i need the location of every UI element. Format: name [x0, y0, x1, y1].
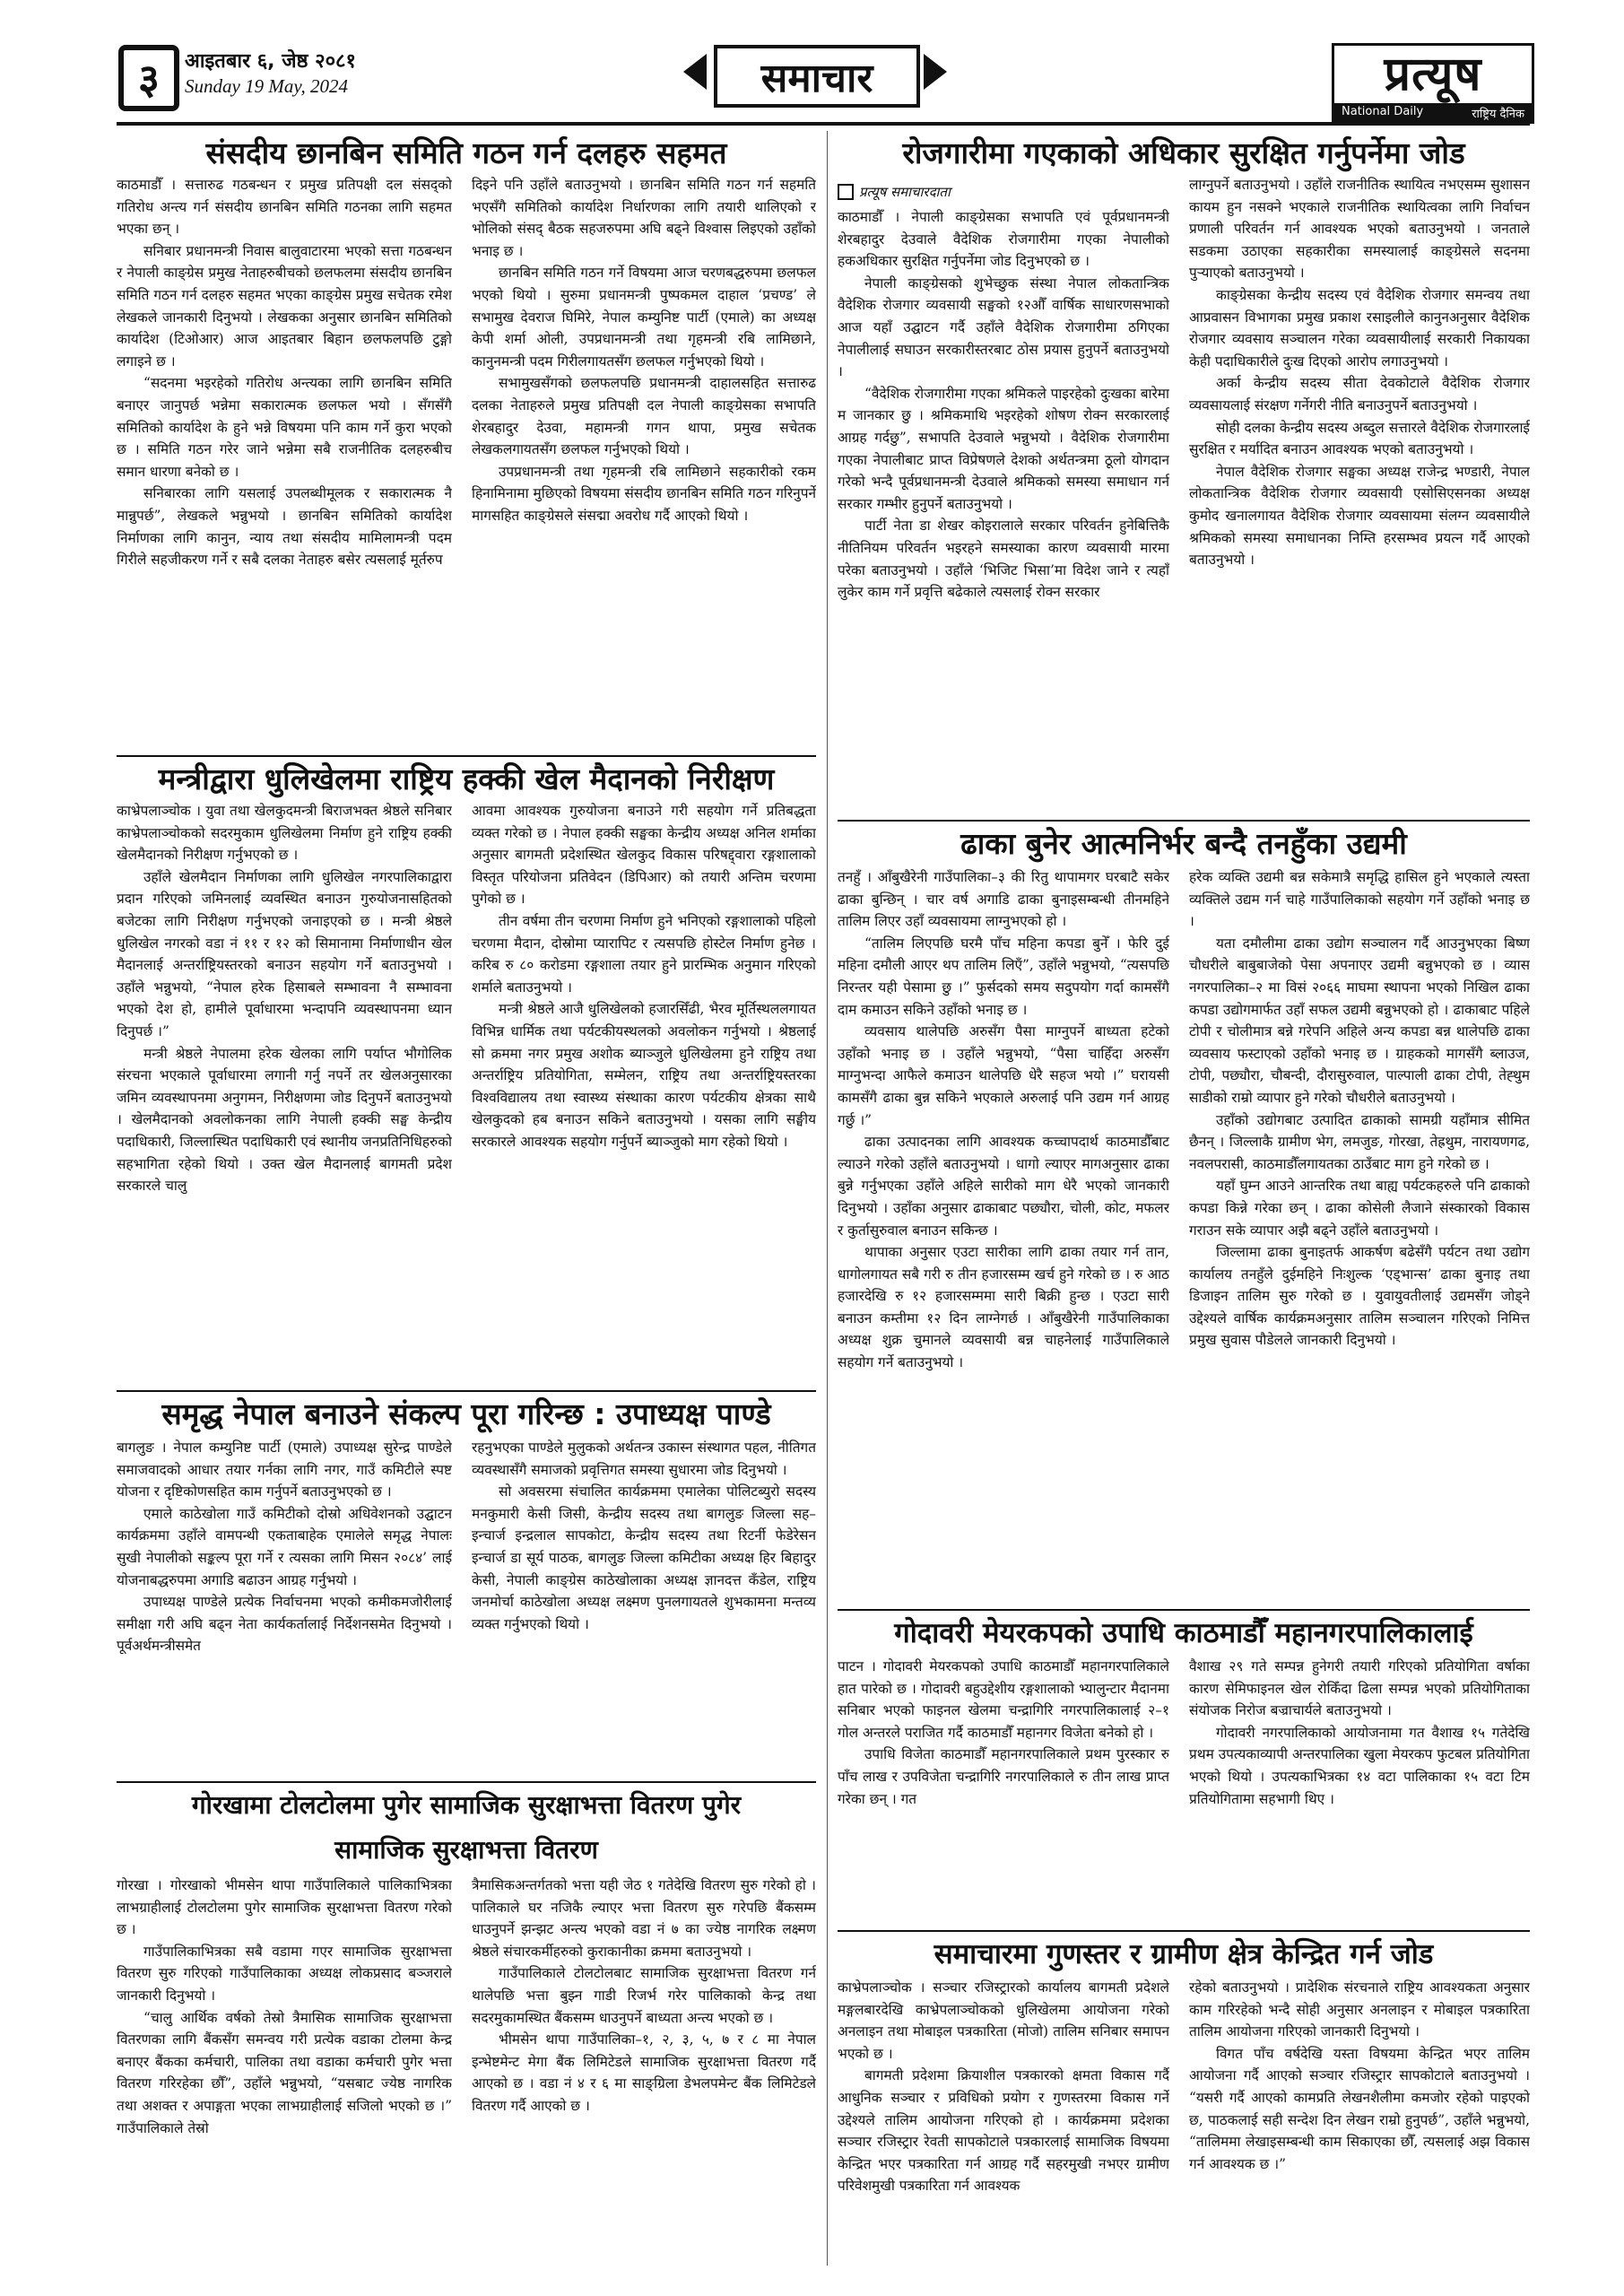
paragraph: सनिबारका लागि यसलाई उपलब्धीमूलक र सकारात्मक नै मान्नुपर्छ”, लेखकले भन्नुभयो । छानबिन समितिको कार्यादेश निर्माणका लागि कानुन, न्याय तथा संसदीय मामिलामन्त्री पदम गिरीले सहजीकरण गर्ने र सबै दलका नेताहरु बसेर त्यसलाई मूर्तरुप: [117, 485, 452, 569]
paragraph: दिइने पनि उहाँले बताउनुभयो । छानबिन समिति गठन गर्न सहमति भएसँगै समितिको कार्यादेश निर्धारणका लागि तयारी थालिएको र भोलिको संसद् बैठक सहजरुपमा अघि बढ्ने विश्वास लिइएको उहाँको भनाइ छ ।: [472, 177, 816, 259]
paragraph: काभ्रेपलाञ्चोक । युवा तथा खेलकुदमन्त्री बिराजभक्त श्रेष्ठले सनिबार काभ्रेपलाञ्चोकको सदरमुकाम धुलिखेलमा निर्माण हुने राष्ट्रिय हक्की खेलमैदानको निरीक्षण गर्नुभएको छ ।: [117, 803, 452, 864]
article-8-col-2: [1189, 1977, 1530, 2258]
paragraph: “चालु आर्थिक वर्षको तेस्रो त्रैमासिक सामाजिक सुरक्षाभत्ता वितरणका लागि बैंकसँग समन्वय गरी प्रत्येक वडाका टोलमा केन्द्र बनाएर बैंकका कर्मचारी, पालिका तथा वडाका कर्मचारी पुगेर भत्ता वितरण गरिरहेका छौँ”, उहाँले भन्नुभयो, “यसबाट ज्येष्ठ नागरिक तथा अशक्त र अपाङ्गता भएका लाभग्राहीलाई सजिलो भएको छ ।” गाउँपालिकाले तेस्रो: [117, 2009, 452, 2136]
section-arrow-right-icon: [924, 54, 947, 90]
byline: [838, 183, 951, 201]
paragraph: यता दमौलीमा ढाका उद्योग सञ्चालन गर्दै आउनुभएका बिष्ण चौधरीले बाबुबाजेको पेसा अपनाएर उद्यमी बन्नुभएको छ । व्यास नगरपालिका–२ मा विसं २०६६ माघमा स्थापना भएको निखिल ढाका कपडा उद्योगमार्फत उहाँ सफल उद्यमी बन्नुभएको हो । ढाकाबाट पहिले टोपी र चोलीमात्र बन्ने गरेपनि अहिले अन्य कपडा बन्न थालेपछि ढाका व्यवसाय फस्टाएको उहाँको भनाइ छ । ग्राहकको मागसँगै ब्लाउज, टोपी, पछ्यौरा, चौबन्दी, दौरासुरुवाल, पाल्पाली ढाका टोपी, तेह्थुम साडीको राम्रो व्यापार हुने गरेको चौधरीले बताउनुभयो ।: [1189, 935, 1530, 1106]
article-1-col-1: [117, 174, 452, 750]
paragraph: तीन वर्षमा तीन चरणमा निर्माण हुने भनिएको रङ्गशालाको पहिलो चरणमा मैदान, दोस्रोमा प्यारापिट र त्यसपछि होस्टेल निर्माण हुनेछ । करिब रु ८० करोडमा रङ्गशाला तयार हुने प्रारम्भिक अनुमान गरिएको शर्माले बताउनुभयो ।: [472, 912, 816, 996]
paragraph: विगत पाँच वर्षदेखि यस्ता विषयमा केन्द्रित भएर तालिम आयोजना गर्दै आएको सञ्चार रजिस्ट्रार सापकोटाले बताउनुभयो । “यसरी गर्दै आएको कामप्रति लेखनशैलीमा कमजोर रहेको पाइएको छ, पाठकलाई सही सन्देश दिन लेखन राम्रो हुनुपर्छ”, उहाँले भन्नुभयो, “तालिममा लेखाइसम्बन्धी काम सिकाएका छौँ, त्यसलाई अझ विकास गर्न आवश्यक छ ।”: [1189, 2045, 1530, 2172]
headline-2: रोजगारीमा गएकाको अधिकार सुरक्षित गर्नुपर्नेमा जोड: [902, 135, 1465, 170]
article-3-col-2: [472, 800, 816, 1385]
paragraph: एमाले काठेखोला गाउँ कमिटीको दोस्रो अधिवेशनको उद्घाटन कार्यक्रममा उहाँले वामपन्थी एकताबाहेक एमालेले समृद्ध नेपालः सुखी नेपालीको सङ्कल्प पूरा गर्ने र त्यसका लागि मिसन २०८४’ लाई योजनाबद्धरुपमा अगाडि बढाउन आग्रह गर्नुभयो ।: [117, 1505, 452, 1588]
article-5-col-1: [117, 1437, 452, 1776]
paragraph: काभ्रेपलाञ्चोक । सञ्चार रजिस्ट्रारको कार्यालय बागमती प्रदेशले मङ्गलबारदेखि काभ्रेपलाञ्चोकको धुलिखेलमा आयोजना गरेको अनलाइन तथा मोबाइल पत्रकारिता (मोजो) तालिम सनिबार समापन भएको छ ।: [838, 1979, 1169, 2062]
article-7-col-2: [472, 1874, 816, 2255]
article-divider: [117, 1781, 816, 1783]
article-divider: [117, 755, 816, 757]
paragraph: उहाँले खेलमैदान निर्माणका लागि धुलिखेल नगरपालिकाद्वारा प्रदान गरिएको जमिनलाई व्यवस्थित बनाउन गुरुयोजनासहितको बजेटका लागि निरीक्षण गर्नुभएको जनाइएको छ । मन्त्री श्रेष्ठले धुलिखेल नगरको वडा नं ११ र १२ को सिमानामा निर्माणाधीन खेल मैदानलाई अन्तर्राष्ट्रियस्तरको बनाउन सहयोग गर्ने बताउनुभयो । उहाँले भन्नुभयो, “नेपाल हरेक हिसाबले सम्भावना नै सम्भावना भएको देश हो, हामीले पूर्वाधारमा भन्दापनि व्यवस्थापनमा ध्यान दिनुपर्छ ।”: [117, 868, 452, 1039]
paragraph: “वैदेशिक रोजगारीमा गएका श्रमिकले पाइरहेको दुःखका बारेमा म जानकार छु । श्रमिकमाथि भइरहेको शोषण रोक्न सरकारलाई आग्रह गर्दछु”, सभापति देउवाले भन्नुभयो । वैदेशिक रोजगारीमा गएका नेपालीबाट प्राप्त विप्रेषणले देशको अर्थतन्त्रमा ठूलो योगदान गरेको भन्दै पूर्वप्रधानमन्त्री देउवाले श्रमिकको समस्या समाधान गर्न सरकार गम्भीर हुनुपर्ने बताउनुभयो ।: [838, 385, 1169, 512]
date-english: Sunday 19 May, 2024: [185, 75, 348, 97]
logo-wordmark: प्रत्यूष: [1384, 48, 1482, 101]
article-2-col-2: [1189, 174, 1530, 814]
article-divider: [838, 1609, 1530, 1611]
paragraph: आवमा आवश्यक गुरुयोजना बनाउने गरी सहयोग गर्ने प्रतिबद्धता व्यक्त गरेको छ । नेपाल हक्की सङ्घका केन्द्रीय अध्यक्ष अनिल शर्माका अनुसार बागमती प्रदेशस्थित खेलकुद विकास परिषद्द्वारा रङ्गशालाको विस्तृत परियोजना प्रतिवेदन (डिपिआर) को तयारी अन्तिम चरणमा पुगेको छ ।: [472, 803, 816, 908]
date-nepali: आइतबार ६, जेष्ठ २०८१: [185, 50, 356, 73]
paragraph: उहाँको उद्योगबाट उत्पादित ढाकाको सामग्री यहाँमात्र सीमित छैनन् । जिल्लाकै ग्रामीण भेग, लमजुङ, गोरखा, तेह्रथुम, नारायणगढ, नवलपरासी, काठमाडौँलगायतका ठाउँबाट माग हुने गरेको छ ।: [1189, 1111, 1530, 1172]
paragraph: थापाका अनुसार एउटा सारीका लागि ढाका तयार गर्न तान, धागोलगायत सबै गरी रु तीन हजारसम्म खर्च हुने गरेको छ । रु आठ हजारदेखि रु १२ हजारसम्ममा सारी बिक्री हुन्छ । एउटा सारी बनाउन कम्तीमा १२ दिन लाग्नेगर्छ । आँबुखैरेनी गाउँपालिकाका अध्यक्ष शुक्र चुमानले व्यवसायी बन्न चाहनेलाई गाउँपालिकाले सहयोग गर्ने बताउनुभयो ।: [838, 1244, 1169, 1371]
paragraph: उपाध्यक्ष पाण्डेले प्रत्येक निर्वाचनमा भएको कमीकमजोरीलाई समीक्षा गरी अघि बढ्न नेता कार्यकर्तालाई निर्देशनसमेत दिनुभयो । पूर्वअर्थमन्त्रीसमेत: [117, 1594, 452, 1655]
paragraph: छानबिन समिति गठन गर्ने विषयमा आज चरणबद्धरुपमा छलफल भएको थियो । सुरुमा प्रधानमन्त्री पुष्पकमल दाहाल ‘प्रचण्ड’ ले सभामुख देवराज घिमिरे, नेपाल कम्युनिष्ट पार्टी (एमाले) का अध्यक्ष केपी शर्मा ओली, उपप्रधानमन्त्री तथा गृहमन्त्री रबि लामिछाने, कानुनमन्त्री पदम गिरीलगायतसँग छलफल गर्नुभएको थियो ।: [472, 265, 816, 370]
paragraph: सभामुखसँगको छलफलपछि प्रधानमन्त्री दाहालसहित सत्तारुढ दलका नेताहरुले प्रमुख प्रतिपक्षी दल नेपाली काङ्ग्रेसका सभापति शेरबहादुर देउवा, महामन्त्री गगन थापा, प्रमुख सचेतक लेखकलगायतसँग छलफल गर्नुभएको थियो ।: [472, 375, 816, 458]
paragraph: काठमाडौँ । नेपाली काङ्ग्रेसका सभापति एवं पूर्वप्रधानमन्त्री शेरबहादुर देउवाले वैदेशिक रोजगारीमा गएका नेपालीको हकअधिकार सुरक्षित गर्नुपर्नेमा जोड दिनुभएको छ ।: [838, 209, 1169, 270]
paragraph: रहेको बताउनुभयो । प्रादेशिक संरचनाले राष्ट्रिय आवश्यकता अनुसार काम गरिरहेको भन्दै सोही अनुसार अनलाइन र मोबाइल पत्रकारिता तालिम आयोजना गरिएको जानकारी दिनुभयो ।: [1189, 1979, 1530, 2040]
paragraph: उपाधि विजेता काठमाडौँ महानगरपालिकाले प्रथम पुरस्कार रु पाँच लाख र उपविजेता चन्द्रागिरि नगरपालिकाले रु तीन लाख प्राप्त गरेका छन् । गत: [838, 1746, 1169, 1807]
article-7-col-1: [117, 1874, 452, 2255]
article-6-col-2: [1189, 1656, 1530, 1925]
headline-8: समाचारमा गुणस्तर र ग्रामीण क्षेत्र केन्द्रित गर्न जोड: [934, 1938, 1434, 1970]
section-arrow-left-icon: [683, 54, 707, 90]
paragraph: हरेक व्यक्ति उद्यमी बन्न सकेमात्रै समृद्धि हासिल हुने भएकाले त्यस्ता व्यक्तिले उद्यम गर्न चाहे गाउँपालिकाको सहयोग गर्ने उहाँको भनाइ छ ।: [1189, 869, 1530, 930]
section-banner: समाचार: [714, 45, 920, 108]
byline-box-icon: [838, 184, 854, 200]
headline-7-line-2: सामाजिक सुरक्षाभत्ता वितरण: [334, 1835, 598, 1865]
article-1-col-2: [472, 174, 816, 750]
paragraph: अर्का केन्द्रीय सदस्य सीता देवकोटाले वैदेशिक रोजगार व्यवसायलाई संरक्षण गर्नेगरी नीति बनाउनुपर्ने बताउनुभयो ।: [1189, 375, 1530, 413]
article-8-col-1: [838, 1977, 1169, 2258]
paragraph: भीमसेन थापा गाउँपालिका–१, २, ३, ५, ७ र ८ मा नेपाल इन्भेष्टमेन्ट मेगा बैंक लिमिटेडले सामाजिक सुरक्षाभत्ता वितरण गर्दै आएको छ । वडा नं ४ र ६ मा साङ्ग्रिला डेभलपमेन्ट बैंक लिमिटेडले वितरण गर्दै आएको छ ।: [472, 2031, 816, 2114]
paragraph: तनहुँ । आँबुखैरेनी गाउँपालिका–३ की रितु थापामगर घरबाटै सकेर ढाका बुन्छिन् । चार वर्ष अगाडि ढाका बुनाइसम्बन्धी तीनमहिने तालिम लिएर उहाँ व्यवसायमा लाग्नुभएको हो ।: [838, 869, 1169, 930]
paragraph: रहनुभएका पाण्डेले मुलुकको अर्थतन्त्र उकास्न संस्थागत पहल, नीतिगत व्यवस्थासँगै समाजको प्रवृत्तिगत समस्या सुधारमा जोड दिनुभयो ।: [472, 1439, 816, 1478]
paragraph: सनिबार प्रधानमन्त्री निवास बालुवाटारमा भएको सत्ता गठबन्धन र नेपाली काङ्ग्रेस प्रमुख नेताहरुबीचको छलफलमा संसदीय छानबिन समिति गठन गर्न दलहरु सहमत भएका काङ्ग्रेस प्रमुख सचेतक रमेश लेखकले जानकारी दिनुभयो । लेखकका अनुसार छानबिन समितिको कार्यादेश (टिओआर) आज आइतबार बिहान छलफलपछि टुङ्गो लगाइने छ ।: [117, 242, 452, 370]
paragraph: पार्टी नेता डा शेखर कोइरालाले सरकार परिवर्तन हुनेबित्तिकै नीतिनियम परिवर्तन भइरहने समस्याका कारण व्यवसायी मारमा परेका बताउनुभयो । उहाँले ‘भिजिट भिसा’मा विदेश जाने र त्यहाँ लुकेर काम गर्ने प्रवृत्ति बढेकाले त्यसलाई रोक्न सरकार: [838, 517, 1169, 601]
article-divider: [838, 1930, 1530, 1932]
paragraph: सो अवसरमा संचालित कार्यक्रममा एमालेका पोलिटब्युरो सदस्य मनकुमारी केसी जिसी, केन्द्रीय सदस्य तथा बागलुङ जिल्ला सह–इन्चार्ज इन्द्रलाल सापकोटा, केन्द्रीय सदस्य तथा रिटर्नी फेडेरेसन इन्चार्ज डा सूर्य पाठक, बागलुङ जिल्ला कमिटीका अध्यक्ष हिर बिहादुर केसी, नेपाली काङ्ग्रेस काठेखोलाका अध्यक्ष ज्ञानदत्त कँडेल, राष्ट्रिय जनमोर्चा काठेखोला अध्यक्ष लक्ष्मण पुनलगायतले शुभकामना मन्तव्य व्यक्त गर्नुभएको थियो ।: [472, 1483, 816, 1632]
paragraph: नेपाली काङ्ग्रेसको शुभेच्छुक संस्था नेपाल लोकतान्त्रिक वैदेशिक रोजगार व्यवसायी सङ्घको १२औँ वार्षिक साधारणसभाको आज यहाँ उद्घाटन गर्दै उहाँले वैदेशिक रोजगारीमा ठगिएका नेपालीलाई सघाउन सरकारीस्तरबाट ठोस प्रयास हुनुपर्ने बताउनुभयो ।: [838, 274, 1169, 380]
paragraph: गोदावरी नगरपालिकाको आयोजनामा गत वैशाख १५ गतेदेखि प्रथम उपत्यकाव्यापी अन्तरपालिका खुला मेयरकप फुटबल प्रतियोगिता भएको थियो । उपत्यकाभित्रका १४ वटा पालिकाका १५ वटा टिम प्रतियोगितामा सहभागी थिए ।: [1189, 1724, 1530, 1807]
paragraph: काङ्ग्रेसका केन्द्रीय सदस्य एवं वैदेशिक रोजगार समन्वय तथा आप्रवासन विभागका प्रमुख प्रकाश रसाइलीले कानुनअनुसार वैदेशिक रोजगार व्यवसाय सञ्चालन गरेका व्यवसायीलाई सरकारी निकायका केही पदाधिकारीले दुःख दिएको आरोप लगाउनुभयो ।: [1189, 286, 1530, 370]
paragraph: जिल्लामा ढाका बुनाइतर्फ आकर्षण बढेसँगै पर्यटन तथा उद्योग कार्यालय तनहुँले दुईमहिने निःशुल्क ‘एड्भान्स’ ढाका बुनाइ तथा डिजाइन तालिम सुरु गरेको छ । युवायुवतीलाई उद्यमसँग जोड्ने उद्देश्यले वार्षिक कार्यक्रमअनुसार तालिम सञ्चालन गरिएको निमित्त प्रमुख सुवास पौडेलले जानकारी दिनुभयो ।: [1189, 1244, 1530, 1349]
paragraph: वैशाख २९ गते सम्पन्न हुनेगरी तयारी गरिएको प्रतियोगिता वर्षाका कारण सेमिफाइनल खेल रोकिँदा ढिला सम्पन्न भएको प्रतियोगिताका संयोजक निरोज बज्राचार्यले बताउनुभयो ।: [1189, 1658, 1530, 1719]
article-divider: [117, 1390, 816, 1392]
article-divider: [838, 820, 1530, 822]
article-3-col-1: [117, 800, 452, 1385]
byline-text: प्रत्यूष समाचारदाता: [859, 184, 951, 200]
article-6-col-1: [838, 1656, 1169, 1925]
paragraph: मन्त्री श्रेष्ठले आजै धुलिखेलको हजारसिँढी, भैरव मूर्तिस्थललगायत विभिन्न धार्मिक तथा पर्यटकीयस्थलको अवलोकन गर्नुभयो । श्रेष्ठलाई सो क्रममा नगर प्रमुख अशोक ब्याञ्जुले धुलिखेलमा हुने राष्ट्रिय तथा अन्तर्राष्ट्रिय प्रतियोगिता, सम्मेलन, राष्ट्रिय तथा अन्तर्राष्ट्रियस्तरका विश्वविद्यालय तथा स्वास्थ्य संस्थाका कारण पर्यटकीय क्षेत्रका साथै खेलकुदको हब बनाउन सकिने बताउनुभयो । यसका लागि सङ्घीय सरकारले आवश्यक सहयोग गर्नुपर्ने ब्याञ्जुको माग रहेको थियो ।: [472, 1001, 816, 1150]
article-4-col-1: [838, 866, 1169, 1604]
paragraph: मन्त्री श्रेष्ठले नेपालमा हरेक खेलका लागि पर्याप्त भौगोलिक संरचना भएकाले पूर्वाधारमा लगानी गर्नु नपर्ने तर खेलअनुसारका जमिन व्यवस्थापनमा अनुगमन, निरीक्षणमा जोड दिनुपर्ने बताउनुभयो । खेलमैदानको अवलोकनका लागि नेपाली हक्की सङ्घ केन्द्रीय पदाधिकारी, जिल्लास्थित पदाधिकारी एवं स्थानीय जनप्रतिनिधिहरुको सहभागिता रहेको थियो । उक्त खेल मैदानलाई बागमती प्रदेश सरकारले चालु: [117, 1045, 452, 1195]
article-2-col-1: [838, 206, 1169, 814]
article-4-col-2: [1189, 866, 1530, 1604]
paragraph: “सदनमा भइरहेको गतिरोध अन्त्यका लागि छानबिन समिति बनाएर जानुपर्छ भन्नेमा सकारात्मक छलफल भयो । सँगसँगै समितिको कार्यादेश के हुने भन्ने विषयमा पनि काम गर्ने कुरा भएको छ । समिति गठन गरेर जाने भन्नेमा सबै राजनीतिक दलहरुबीच समान धारणा बनेको छ ।: [117, 375, 452, 480]
paragraph: उपप्रधानमन्त्री तथा गृहमन्त्री रबि लामिछाने सहकारीको रकम हिनामिनामा मुछिएको विषयमा संसदीय छानबिन समिति गठन गरिनुपर्ने मागसहित काङ्ग्रेसले संसद्मा अवरोध गर्दै आएको थियो ।: [472, 463, 816, 524]
paragraph: ढाका उत्पादनका लागि आवश्यक कच्चापदार्थ काठमाडौँबाट ल्याउने गरेको उहाँले बताउनुभयो । धागो ल्याएर मागअनुसार ढाका बुन्ने गर्नुभएका उहाँले अहिले सारीको माग धेरै भएको जानकारी दिनुभयो । उहाँका अनुसार ढाकाबाट पछ्यौरा, चोली, कोट, मफलर र कुर्तासुरुवाल बनाउन सकिन्छ ।: [838, 1134, 1169, 1239]
headline-5: समृद्ध नेपाल बनाउने संकल्प पूरा गरिन्छ : उपाध्यक्ष पाण्डे: [161, 1396, 771, 1431]
paragraph: यहाँ घुम्न आउने आन्तरिक तथा बाह्य पर्यटकहरुले पनि ढाकाको कपडा किन्ने गरेका छन् । ढाका कोसेली लैजाने संस्कारको विकास गराउन सके व्यापार अझै बढ्ने उहाँले बताउनुभयो ।: [1189, 1178, 1530, 1239]
headline-1: संसदीय छानबिन समिति गठन गर्न दलहरु सहमत: [205, 135, 727, 170]
paragraph: “तालिम लिएपछि घरमै पाँच महिना कपडा बुनेँ । फेरि दुई महिना दमौली आएर थप तालिम लिएँ”, उहाँले भन्नुभयो, “त्यसपछि निरन्तर यही पेसामा छु ।” फुर्सदको समय सदुपयोग गर्दा कामसँगै दाम कमाउन सकिने उहाँको भनाइ छ ।: [838, 935, 1169, 1018]
paragraph: पाटन । गोदावरी मेयरकपको उपाधि काठमाडौँ महानगरपालिकाले हात पारेको छ । गोदावरी बहुउद्देशीय रङ्गशालाको भ्यालुन्टार मैदानमा सनिबार भएको फाइनल खेलमा चन्द्रागिरि नगरपालिकालाई २–१ गोल अन्तरले पराजित गर्दै काठमाडौँ महानगर विजेता बनेको हो ।: [838, 1658, 1169, 1741]
paragraph: त्रैमासिकअन्तर्गतको भत्ता यही जेठ १ गतेदेखि वितरण सुरु गरेको हो । पालिकाले घर नजिकै ल्याएर भत्ता वितरण सुरु गरेपछि बैंकसम्म धाउनुपर्ने झन्झट अन्त्य भएको वडा नं ७ का ज्येष्ठ नागरिक लक्ष्मण श्रेष्ठले संचारकर्मीहरुको कुराकानीका क्रममा बताउनुभयो ।: [472, 1877, 816, 1960]
paragraph: गोरखा । गोरखाको भीमसेन थापा गाउँपालिकाले पालिकाभित्रका लाभग्राहीलाई टोलटोलमा पुगेर सामाजिक सुरक्षाभत्ता वितरण गरेको छ ।: [117, 1877, 452, 1938]
paragraph: बागमती प्रदेशमा क्रियाशील पत्रकारको क्षमता विकास गर्दै आधुनिक सञ्चार र प्रविधिको प्रयोग र गुणस्तरमा विकास गर्ने उद्देश्यले तालिम आयोजना गरिएको हो । कार्यक्रममा प्रदेशका सञ्चार रजिस्ट्रार रेवती सापकोटाले पत्रकारलाई सामाजिक विषयमा केन्द्रित भएर पत्रकारिता गर्न आग्रह गर्दै सहरमुखी नभएर ग्रामीण परिवेशमुखी पत्रकारिता गर्न आवश्यक: [838, 2067, 1169, 2195]
article-5-col-2: [472, 1437, 816, 1776]
headline-4: ढाका बुनेर आत्मनिर्भर बन्दै तनहुँका उद्यमी: [960, 826, 1407, 861]
paragraph: बागलुङ । नेपाल कम्युनिष्ट पार्टी (एमाले) उपाध्यक्ष सुरेन्द्र पाण्डेले समाजवादको आधार तयार गर्नका लागि नगर, गाउँ कमिटीले स्पष्ट योजना र दृष्टिकोणसहित काम गर्नुपर्ने बताउनुभएको छ ।: [117, 1439, 452, 1500]
paragraph: गाउँपालिकाभित्रका सबै वडामा गएर सामाजिक सुरक्षाभत्ता वितरण सुरु गरिएको गाउँपालिकाका अध्यक्ष लोकप्रसाद बञ्जराले जानकारी दिनुभयो ।: [117, 1943, 452, 2004]
headline-3: मन्त्रीद्वारा धुलिखेलमा राष्ट्रिय हक्की खेल मैदानको निरीक्षण: [158, 761, 775, 796]
page-number: ३: [118, 45, 179, 111]
logo-tagline: National Daily राष्ट्रिय दैनिक: [1334, 103, 1532, 123]
paragraph: गाउँपालिकाले टोलटोलबाट सामाजिक सुरक्षाभत्ता वितरण गर्न थालेपछि भत्ता बुझ्न गाडी रिजर्भ गरेर पालिकाको केन्द्र तथा सदरमुकामस्थित बैंकसम्म धाउनुपर्ने बाध्यता अन्त्य भएको छ ।: [472, 1965, 816, 2026]
headline-6: गोदावरी मेयरकपको उपाधि काठमाडौँ महानगरपालिकालाई: [894, 1617, 1473, 1649]
headline-7: गोरखामा टोलटोलमा पुगेर सामाजिक सुरक्षाभत्ता वितरण पुगेर: [191, 1790, 742, 1820]
masthead-rule: [117, 122, 1530, 126]
paragraph: काठमाडौँ । सत्तारुढ गठबन्धन र प्रमुख प्रतिपक्षी दल संसद्को गतिरोध अन्त्य गर्न संसदीय छानबिन समिति गठनका लागि सहमत भएका छन् ।: [117, 177, 452, 238]
paragraph: लाग्नुपर्ने बताउनुभयो । उहाँले राजनीतिक स्थायित्व नभएसम्म सुशासन कायम हुन नसक्ने भएकाले राजनीतिक स्थायित्वका लागि निर्वाचन प्रणाली परिवर्तन गर्न आवश्यक भएको बताउनुभयो । जनताले सडकमा उठाएका सहकारीका समस्यालाई काङ्ग्रेसले सदनमा पुऱ्याएको बताउनुभयो ।: [1189, 177, 1530, 282]
paragraph: नेपाल वैदेशिक रोजगार सङ्घका अध्यक्ष राजेन्द्र भण्डारी, नेपाल लोकतान्त्रिक वैदेशिक रोजगार व्यवसायी एसोसिएसनका अध्यक्ष कुमोद खनालगायत वैदेशिक रोजगार व्यवसायमा संलग्न व्यवसायीले श्रमिकको समस्या समाधानका निम्ति हरसम्भव प्रयत्न गर्दै आएको बताउनुभयो ।: [1189, 463, 1530, 569]
paragraph: व्यवसाय थालेपछि अरुसँग पैसा माग्नुपर्ने बाध्यता हटेको उहाँको भनाइ छ । उहाँले भन्नुभयो, “पैसा चाहिँदा अरुसँग माग्नुभन्दा आफैले कमाउन थालेपछि धेरै सहज भयो ।” घरायसी कामसँगै ढाका बुन्न सकिने भएकाले अरुलाई पनि उद्यम गर्न आग्रह गर्छु ।”: [838, 1023, 1169, 1128]
paragraph: सोही दलका केन्द्रीय सदस्य अब्दुल सत्तारले वैदेशिक रोजगारलाई सुरक्षित र मर्यादित बनाउन आवश्यक भएको बताउनुभयो ।: [1189, 419, 1530, 458]
newspaper-logo: [1332, 43, 1534, 124]
column-divider: [827, 131, 828, 2266]
